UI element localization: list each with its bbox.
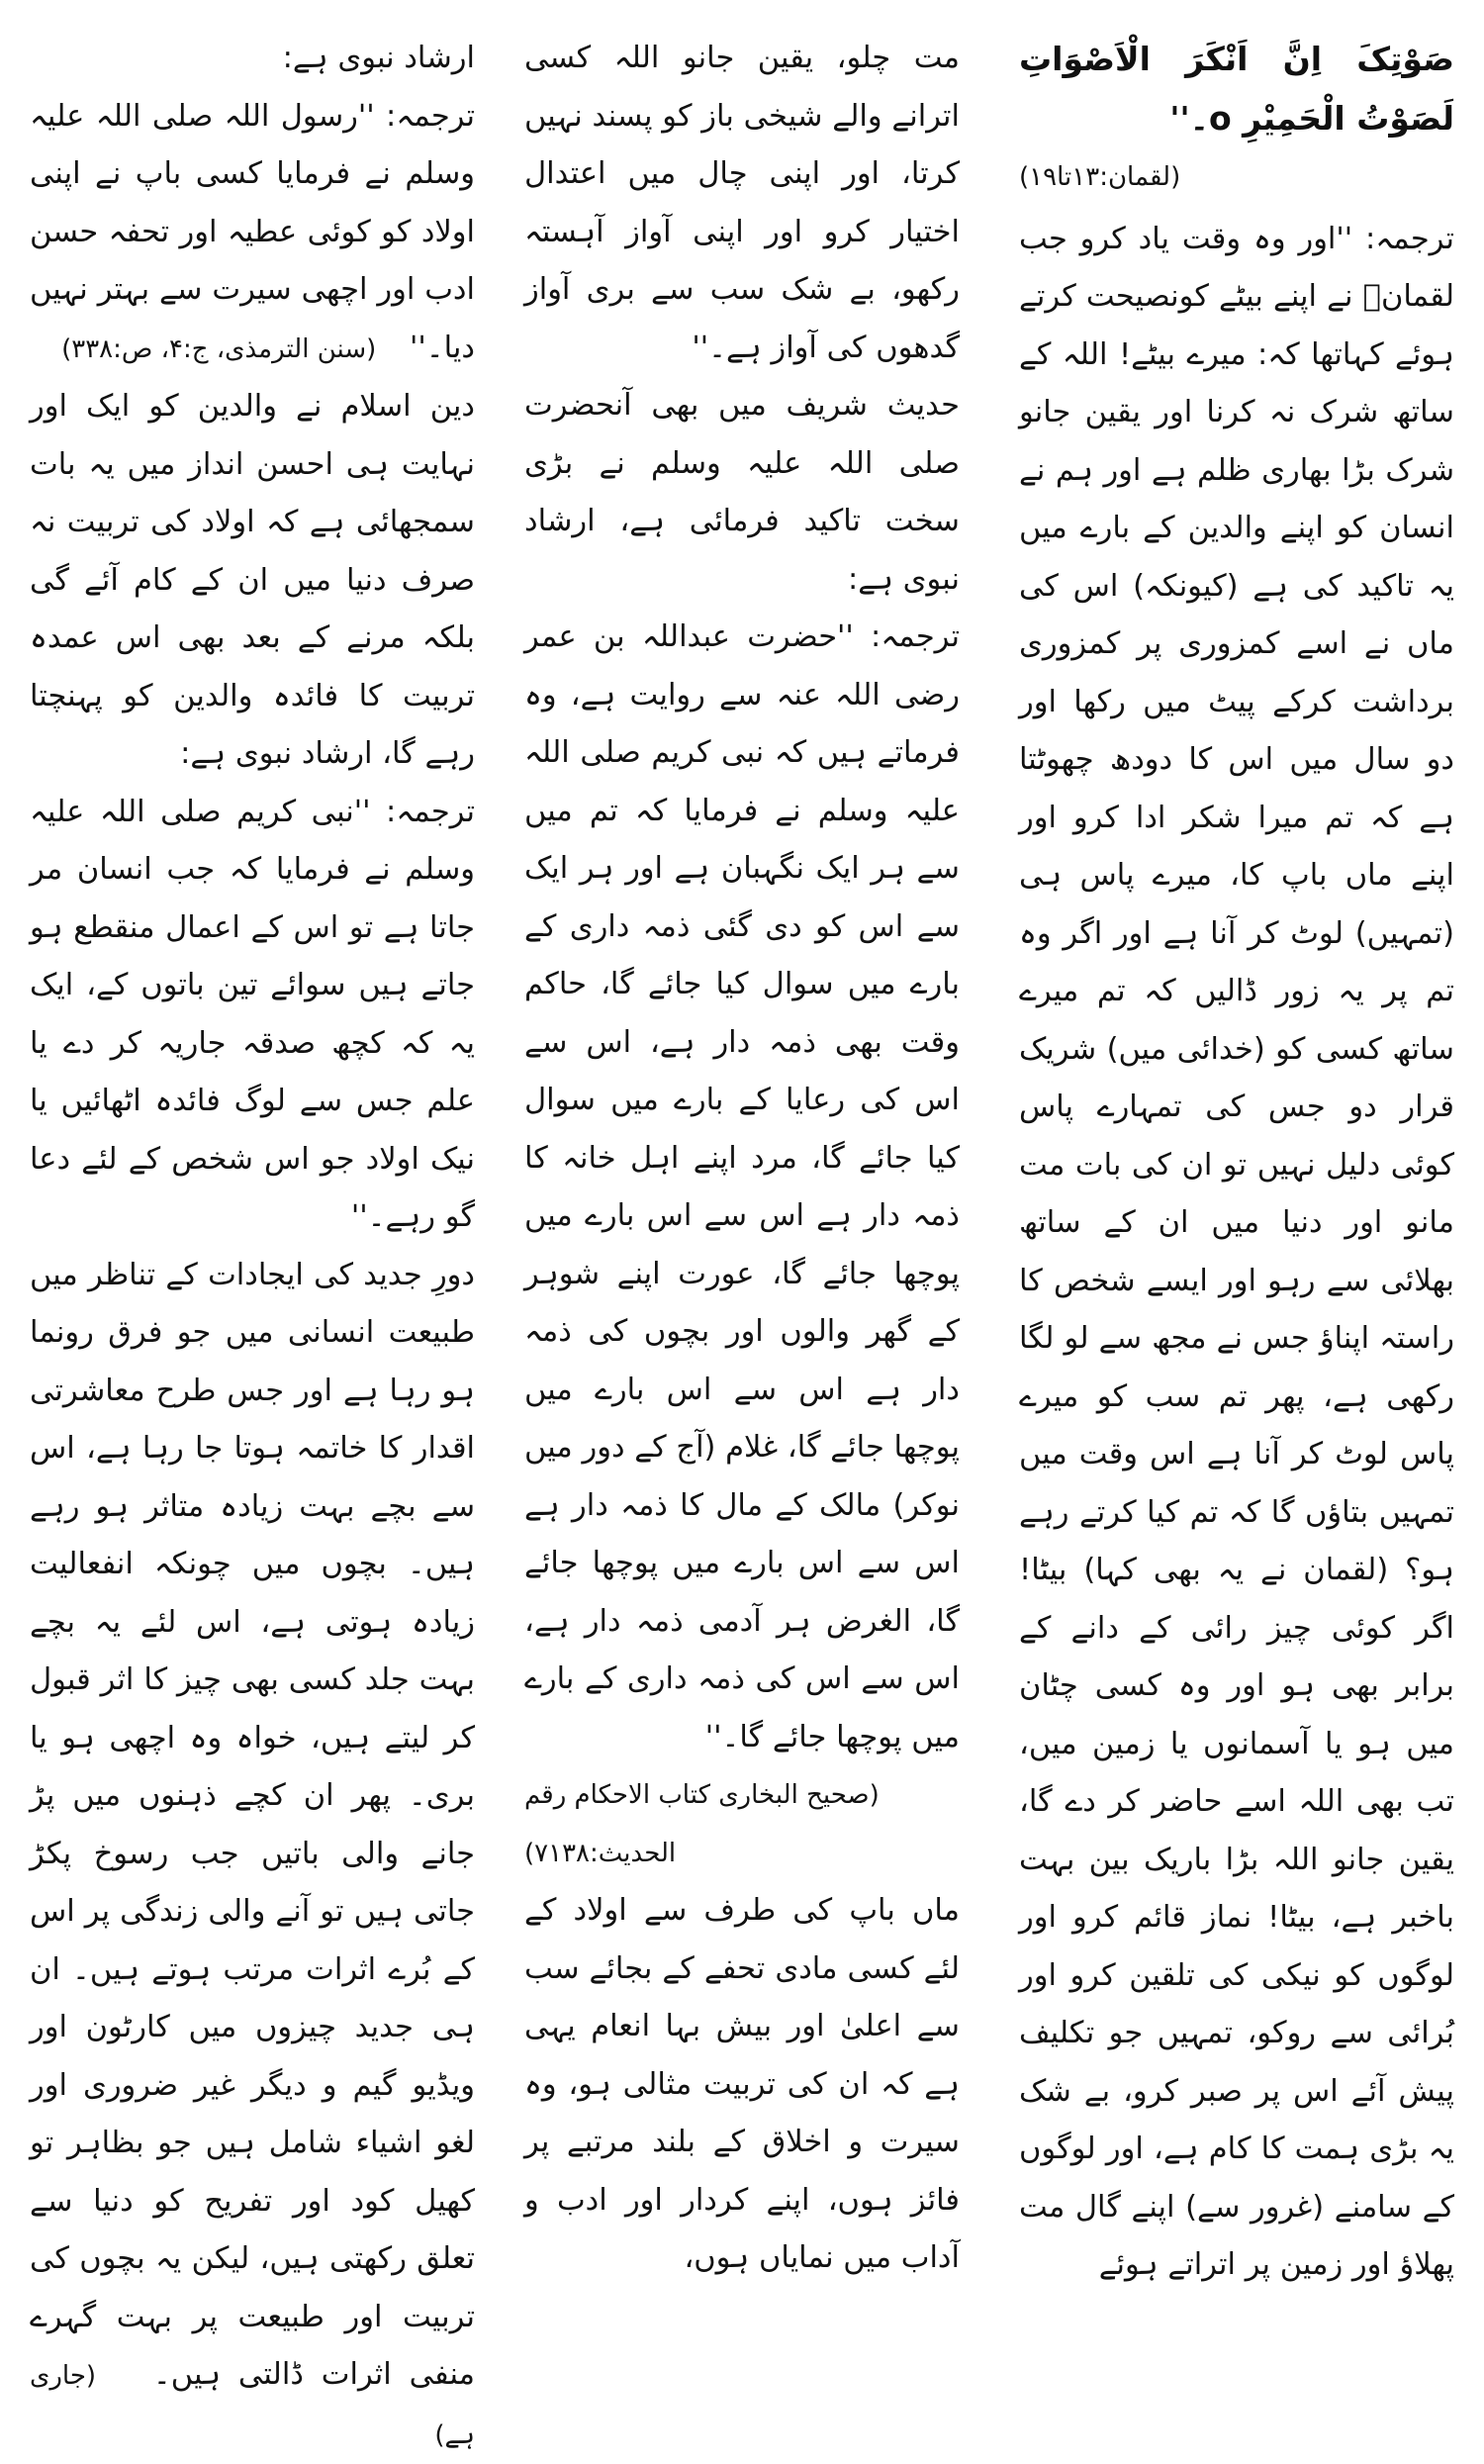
hadith-translation: ترجمہ: ''نبی کریم صلی اللہ علیہ وسلم نے فرمایا کہ جب انسان مر جاتا ہے تو اس کے اعمال منقطع ہو جاتے ہیں سوائے تین باتوں کے، ایک یہ کہ کچھ صدقہ جاریہ کر دے یا علم جس سے لوگ فائدہ اٹھائیں یا نیک اولاد جو اس شخص کے لئے دعا گو رہے۔'': [30, 784, 475, 1247]
hadith-translation: [30, 88, 475, 379]
body-paragraph: [30, 1247, 475, 2464]
hadith-source: (سنن الترمذی، ج:۴، ص:۳۳۸): [61, 334, 376, 364]
quran-verse-arabic: صَوْتِکَ اِنَّ اَنْکَرَ الْاَصْوَاتِ لَصَوْتُ الْحَمِيْرِ o۔'': [1019, 30, 1454, 148]
translation-paragraph: ترجمہ: ''اور وہ وقت یاد کرو جب لقمانؑ نے اپنے بیٹے کونصیحت کرتے ہوئے کہاتھا کہ: میرے بیٹے! اللہ کے ساتھ شرک نہ کرنا اور یقین جانو شرک بڑا بھاری ظلم ہے اور ہم نے انسان کو اپنے والدین کے بارے میں یہ تاکید کی ہے (کیونکہ) اس کی ماں نے اسے کمزوری پر کمزوری برداشت کرکے پیٹ میں رکھا اور دو سال میں اس کا دودھ چھوٹتا ہے کہ تم میرا شکر ادا کرو اور اپنے ماں باپ کا، میرے پاس ہی (تمہیں) لوٹ کر آنا ہے اور اگر وہ تم پر یہ زور ڈالیں کہ تم میرے ساتھ کسی کو (خدائی میں) شریک قرار دو جس کی تمہارے پاس کوئی دلیل نہیں تو ان کی بات مت مانو اور دنیا میں ان کے ساتھ بھلائی سے رہو اور ایسے شخص کا راستہ اپناؤ جس نے مجھ سے لو لگا رکھی ہے، پھر تم سب کو میرے پاس لوٹ کر آنا ہے اس وقت میں تمہیں بتاؤں گا کہ تم کیا کرتے رہے ہو؟ (لقمان نے یہ بھی کہا) بیٹا! اگر کوئی چیز رائی کے دانے کے برابر بھی ہو اور وہ کسی چٹان میں ہو یا آسمانوں یا زمین میں، تب بھی اللہ اسے حاضر کر دے گا، یقین جانو اللہ بڑا باریک بین بہت باخبر ہے، بیٹا! نماز قائم کرو اور لوگوں کو نیکی کی تلقین کرو اور بُرائی سے روکو، تمہیں جو تکلیف پیش آئے اس پر صبر کرو، بے شک یہ بڑی ہمت کا کام ہے، اور لوگوں کے سامنے (غرور سے) اپنے گال مت پھلاؤ اور زمین پر اتراتے ہوئے: [1019, 211, 1454, 2295]
translation-continuation: مت چلو، یقین جانو اللہ کسی اترانے والے شیخی باز کو پسند نہیں کرتا، اور اپنی چال میں اعتدال اختیار کرو اور اپنی آواز آہستہ رکھو، بے شک سب سے بری آواز گدھوں کی آواز ہے۔'': [524, 30, 960, 377]
hadith-translation: ترجمہ: ''حضرت عبداللہ بن عمر رضی اللہ عنہ سے روایت ہے، وہ فرماتے ہیں کہ نبی کریم صلی اللہ علیہ وسلم نے فرمایا کہ تم میں سے ہر ایک نگہبان ہے اور ہر ایک سے اس کو دی گئی ذمہ داری کے بارے میں سوال کیا جائے گا، حاکم وقت بھی ذمہ دار ہے، اس سے اس کی رعایا کے بارے میں سوال کیا جائے گا، مرد اپنے اہل خانہ کا ذمہ دار ہے اس سے اس بارے میں پوچھا جائے گا، عورت اپنے شوہر کے گھر والوں اور بچوں کی ذمہ دار ہے اس سے اس بارے میں پوچھا جائے گا، غلام (آج کے دور میں نوکر) مالک کے مال کا ذمہ دار ہے اس سے اس بارے میں پوچھا جائے گا، الغرض ہر آدمی ذمہ دار ہے، اس سے اس کی ذمہ داری کے بارے میں پوچھا جائے گا۔'': [524, 609, 960, 1766]
hadith-intro-paragraph: حدیث شریف میں بھی آنحضرت صلی اللہ علیہ وسلم نے بڑی سخت تاکید فرمائی ہے، ارشاد نبوی ہے:: [524, 377, 960, 609]
continued-marker: (جاری ہے): [30, 2361, 475, 2450]
body-paragraph: دین اسلام نے والدین کو ایک اور نہایت ہی احسن انداز میں یہ بات سمجھائی ہے کہ اولاد کی تربیت نہ صرف دنیا میں ان کے کام آئے گی بلکہ مرنے کے بعد بھی اس عمدہ تربیت کا فائدہ والدین کو پہنچتا رہے گا، ارشاد نبوی ہے:: [30, 378, 475, 784]
column-middle: [524, 30, 960, 2157]
body-paragraph: ماں باپ کی طرف سے اولاد کے لئے کسی مادی تحفے کے بجائے سب سے اعلیٰ اور بیش بہا انعام یہی ہے کہ ان کی تربیت مثالی ہو، وہ سیرت و اخلاق کے بلند مرتبے پر فائز ہوں، اپنے کردار اور ادب و آداب میں نمایاں ہوں،: [524, 1882, 960, 2288]
column-left: [30, 30, 475, 2157]
hadith-intro-line: ارشاد نبوی ہے:: [30, 30, 475, 88]
column-right: [1019, 30, 1454, 2157]
hadith-source: (صحیح البخاری کتاب الاحکام رقم الحدیث:۷۱۳۸): [524, 1766, 960, 1882]
quran-reference: (لقمان:۱۳تا۱۹): [1019, 148, 1454, 207]
body-text: دورِ جدید کی ایجادات کے تناظر میں طبیعت انسانی میں جو فرق رونما ہو رہا ہے اور جس طرح معاشرتی اقدار کا خاتمہ ہوتا جا رہا ہے، اس سے بچے بہت زیادہ متاثر ہو رہے ہیں۔ بچوں میں چونکہ انفعالیت زیادہ ہوتی ہے، اس لئے یہ بچے بہت جلد کسی بھی چیز کا اثر قبول کر لیتے ہیں، خواہ وہ اچھی ہو یا بری۔ پھر ان کچے ذہنوں میں پڑ جانے والی باتیں جب رسوخ پکڑ جاتی ہیں تو آنے والی زندگی پر اس کے بُرے اثرات مرتب ہوتے ہیں۔ ان ہی جدید چیزوں میں کارٹون اور ویڈیو گیم و دیگر غیر ضروری اور لغو اشیاء شامل ہیں جو بظاہر تو کھیل کود اور تفریح کو دنیا سے تعلق رکھتی ہیں، لیکن یہ بچوں کی تربیت اور طبیعت پر بہت گہرے منفی اثرات ڈالتی ہیں۔: [30, 1258, 475, 2393]
hadith-text: ترجمہ: ''رسول اللہ صلی اللہ علیہ وسلم نے فرمایا کسی باپ نے اپنی اولاد کو کوئی عطیہ اور تحفہ حسن ادب اور اچھی سیرت سے بہتر نہیں دیا۔'': [30, 99, 475, 365]
